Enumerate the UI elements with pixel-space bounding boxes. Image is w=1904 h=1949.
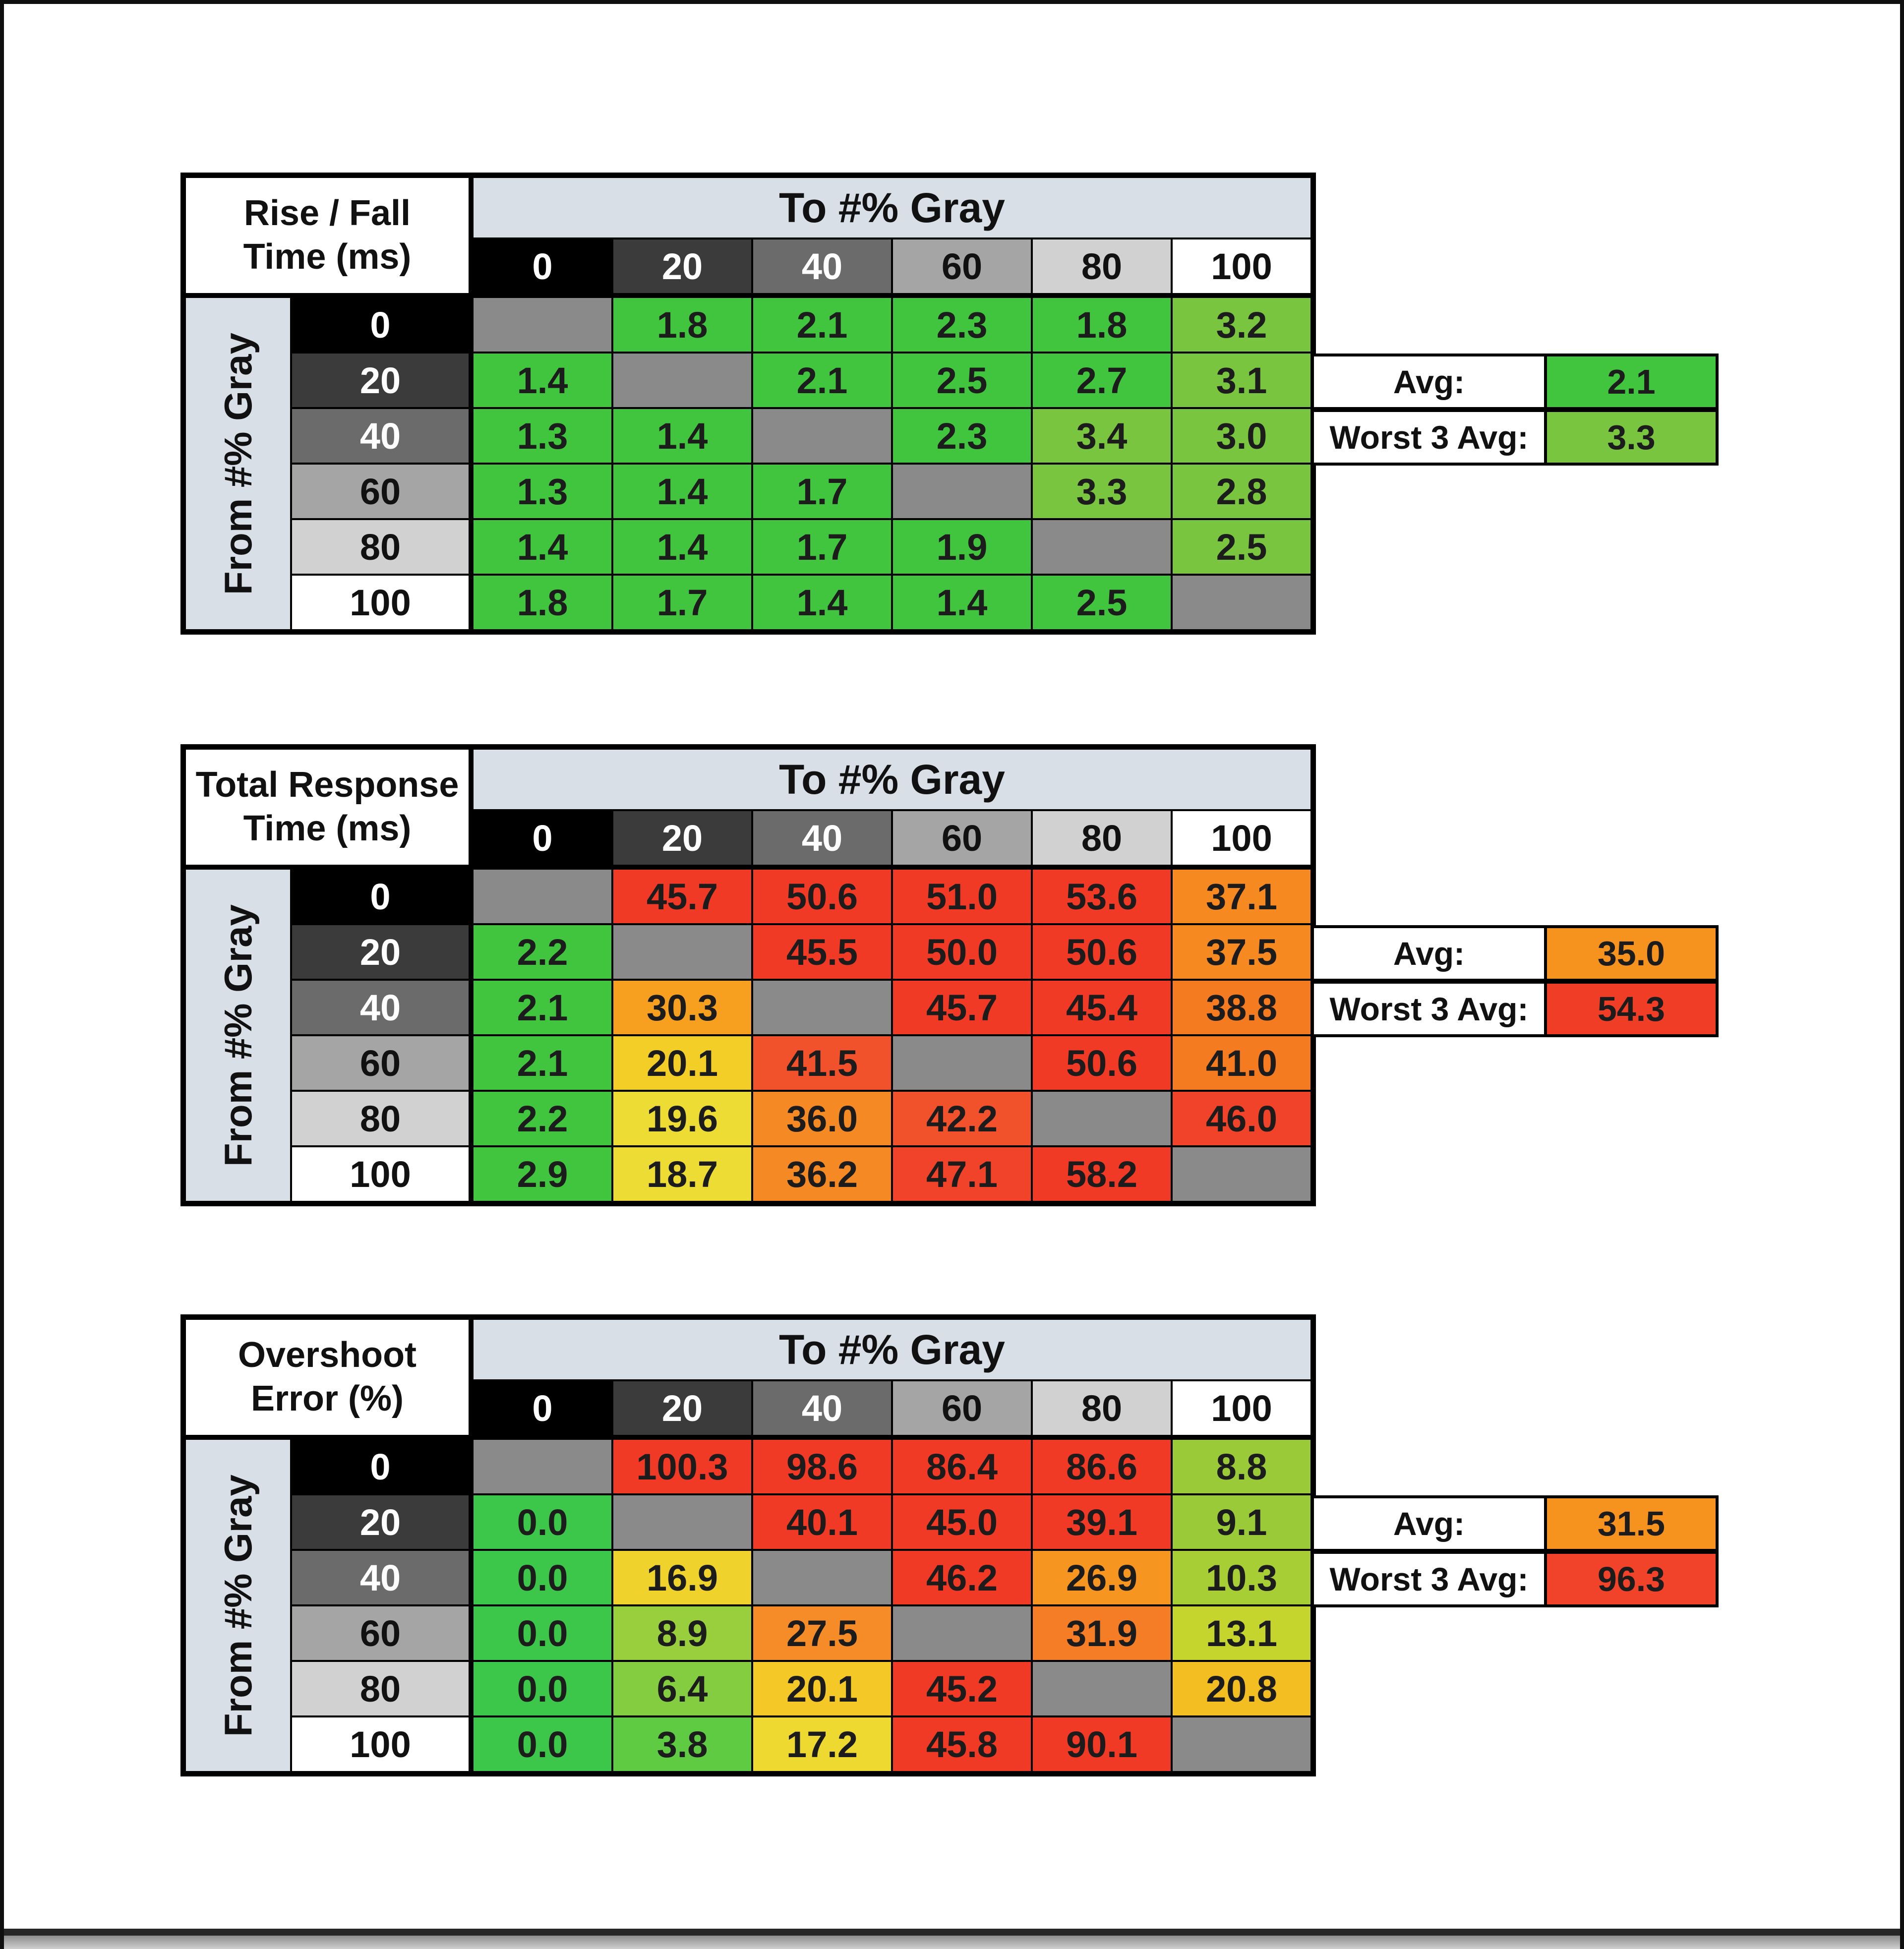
- rise-fall-time-heatmap: [180, 173, 1316, 635]
- overshoot-error-table-section: [180, 1314, 1666, 1776]
- diagonal-cell: [1033, 1662, 1171, 1715]
- row-header-100: 100: [292, 1717, 472, 1771]
- total-response-time-table-section: [180, 744, 1666, 1206]
- overshoot-error-heatmap: [180, 1314, 1316, 1776]
- avg-value: 2.1: [1544, 354, 1719, 410]
- data-cell: 1.8: [1033, 298, 1171, 352]
- col-header-60: 60: [893, 811, 1031, 868]
- from-gray-axis-text: From #% Gray: [216, 904, 260, 1167]
- worst3-avg-value: 54.3: [1544, 981, 1719, 1037]
- data-cell: 1.3: [474, 465, 611, 518]
- row-header-0: 0: [292, 298, 472, 352]
- data-cell: 20.8: [1173, 1662, 1310, 1715]
- data-cell: 2.9: [474, 1147, 611, 1201]
- table-title-line2: Error (%): [250, 1379, 404, 1418]
- data-cell: 6.4: [613, 1662, 751, 1715]
- row-header-80: 80: [292, 1662, 472, 1715]
- bottom-gray-strip: [4, 1936, 1900, 1949]
- data-cell: 20.1: [753, 1662, 891, 1715]
- col-header-40: 40: [753, 811, 891, 868]
- avg-label: Avg:: [1311, 354, 1544, 410]
- data-cell: 45.4: [1033, 981, 1171, 1034]
- data-cell: 39.1: [1033, 1495, 1171, 1549]
- data-cell: 2.2: [474, 1092, 611, 1145]
- row-header-100: 100: [292, 576, 472, 629]
- data-cell: 1.4: [613, 465, 751, 518]
- diagonal-cell: [613, 354, 751, 407]
- diagonal-cell: [893, 465, 1031, 518]
- data-cell: 17.2: [753, 1717, 891, 1771]
- row-header-60: 60: [292, 1606, 472, 1660]
- from-gray-axis-label: [186, 1440, 290, 1771]
- col-header-40: 40: [753, 239, 891, 296]
- table-title-line2: Time (ms): [243, 809, 412, 848]
- data-cell: 47.1: [893, 1147, 1031, 1201]
- data-cell: 58.2: [1033, 1147, 1171, 1201]
- data-cell: 3.2: [1173, 298, 1310, 352]
- data-cell: 3.1: [1173, 354, 1310, 407]
- data-cell: 51.0: [893, 870, 1031, 923]
- data-cell: 42.2: [893, 1092, 1031, 1145]
- data-cell: 2.5: [1033, 576, 1171, 629]
- col-header-0: 0: [474, 239, 611, 296]
- data-cell: 1.4: [613, 409, 751, 463]
- data-cell: 1.3: [474, 409, 611, 463]
- data-cell: 45.7: [893, 981, 1031, 1034]
- data-cell: 41.5: [753, 1036, 891, 1090]
- data-cell: 2.5: [1173, 520, 1310, 574]
- data-cell: 2.2: [474, 925, 611, 979]
- overshoot-worst3-row: [1311, 1551, 1719, 1607]
- diagonal-cell: [893, 1036, 1031, 1090]
- data-cell: 8.9: [613, 1606, 751, 1660]
- col-header-80: 80: [1033, 811, 1171, 868]
- col-header-60: 60: [893, 239, 1031, 296]
- col-header-20: 20: [613, 811, 751, 868]
- data-cell: 45.2: [893, 1662, 1031, 1715]
- data-cell: 27.5: [753, 1606, 891, 1660]
- from-gray-axis-label: [186, 870, 290, 1201]
- total-response-worst3-row: [1311, 981, 1719, 1037]
- worst3-avg-label: Worst 3 Avg:: [1311, 409, 1544, 466]
- diagonal-cell: [474, 870, 611, 923]
- data-cell: 2.3: [893, 298, 1031, 352]
- data-cell: 50.6: [1033, 1036, 1171, 1090]
- table-title: [186, 1320, 472, 1438]
- diagonal-cell: [1173, 576, 1310, 629]
- diagonal-cell: [474, 1440, 611, 1493]
- data-cell: 30.3: [613, 981, 751, 1034]
- from-gray-axis-text: From #% Gray: [216, 1474, 260, 1737]
- row-header-40: 40: [292, 1551, 472, 1604]
- to-gray-axis-label: To #% Gray: [474, 178, 1310, 237]
- row-header-20: 20: [292, 1495, 472, 1549]
- data-cell: 45.5: [753, 925, 891, 979]
- col-header-100: 100: [1173, 811, 1310, 868]
- data-cell: 2.1: [474, 1036, 611, 1090]
- data-cell: 45.8: [893, 1717, 1031, 1771]
- data-cell: 36.2: [753, 1147, 891, 1201]
- col-header-40: 40: [753, 1381, 891, 1438]
- row-header-40: 40: [292, 981, 472, 1034]
- data-cell: 8.8: [1173, 1440, 1310, 1493]
- data-cell: 3.8: [613, 1717, 751, 1771]
- diagonal-cell: [893, 1606, 1031, 1660]
- rise-fall-worst3-row: [1311, 409, 1719, 466]
- worst3-avg-label: Worst 3 Avg:: [1311, 1551, 1544, 1607]
- data-cell: 0.0: [474, 1662, 611, 1715]
- data-cell: 1.8: [474, 576, 611, 629]
- data-cell: 46.0: [1173, 1092, 1310, 1145]
- worst3-avg-value: 3.3: [1544, 409, 1719, 466]
- data-cell: 1.7: [753, 465, 891, 518]
- data-cell: 98.6: [753, 1440, 891, 1493]
- to-gray-axis-label: To #% Gray: [474, 750, 1310, 809]
- row-header-0: 0: [292, 1440, 472, 1493]
- rise-fall-time-table-section: [180, 173, 1656, 635]
- data-cell: 45.0: [893, 1495, 1031, 1549]
- data-cell: 86.6: [1033, 1440, 1171, 1493]
- data-cell: 1.4: [893, 576, 1031, 629]
- data-cell: 18.7: [613, 1147, 751, 1201]
- data-cell: 38.8: [1173, 981, 1310, 1034]
- data-cell: 2.1: [474, 981, 611, 1034]
- data-cell: 10.3: [1173, 1551, 1310, 1604]
- data-cell: 1.4: [613, 520, 751, 574]
- data-cell: 2.8: [1173, 465, 1310, 518]
- data-cell: 1.4: [474, 354, 611, 407]
- col-header-0: 0: [474, 811, 611, 868]
- total-response-time-heatmap: [180, 744, 1316, 1206]
- data-cell: 2.1: [753, 354, 891, 407]
- row-header-80: 80: [292, 1092, 472, 1145]
- diagonal-cell: [613, 925, 751, 979]
- col-header-80: 80: [1033, 239, 1171, 296]
- data-cell: 13.1: [1173, 1606, 1310, 1660]
- data-cell: 53.6: [1033, 870, 1171, 923]
- diagonal-cell: [1033, 520, 1171, 574]
- col-header-20: 20: [613, 239, 751, 296]
- data-cell: 19.6: [613, 1092, 751, 1145]
- col-header-100: 100: [1173, 239, 1310, 296]
- diagonal-cell: [474, 298, 611, 352]
- diagonal-cell: [753, 1551, 891, 1604]
- col-header-60: 60: [893, 1381, 1031, 1438]
- data-cell: 100.3: [613, 1440, 751, 1493]
- data-cell: 36.0: [753, 1092, 891, 1145]
- data-cell: 0.0: [474, 1495, 611, 1549]
- data-cell: 2.7: [1033, 354, 1171, 407]
- data-cell: 2.1: [753, 298, 891, 352]
- data-cell: 0.0: [474, 1606, 611, 1660]
- data-cell: 0.0: [474, 1717, 611, 1771]
- data-cell: 3.3: [1033, 465, 1171, 518]
- data-cell: 41.0: [1173, 1036, 1310, 1090]
- row-header-20: 20: [292, 925, 472, 979]
- table-title-line1: Rise / Fall: [243, 193, 411, 234]
- col-header-20: 20: [613, 1381, 751, 1438]
- worst3-avg-label: Worst 3 Avg:: [1311, 981, 1544, 1037]
- data-cell: 31.9: [1033, 1606, 1171, 1660]
- diagonal-cell: [613, 1495, 751, 1549]
- col-header-0: 0: [474, 1381, 611, 1438]
- data-cell: 90.1: [1033, 1717, 1171, 1771]
- row-header-60: 60: [292, 465, 472, 518]
- data-cell: 1.8: [613, 298, 751, 352]
- table-title-line2: Time (ms): [243, 237, 412, 277]
- table-title: [186, 178, 472, 296]
- to-gray-axis-label: To #% Gray: [474, 1320, 1310, 1379]
- diagonal-cell: [1173, 1147, 1310, 1201]
- data-cell: 1.4: [753, 576, 891, 629]
- table-title: [186, 750, 472, 868]
- data-cell: 2.3: [893, 409, 1031, 463]
- data-cell: 0.0: [474, 1551, 611, 1604]
- data-cell: 40.1: [753, 1495, 891, 1549]
- data-cell: 2.5: [893, 354, 1031, 407]
- row-header-40: 40: [292, 409, 472, 463]
- row-header-0: 0: [292, 870, 472, 923]
- data-cell: 3.4: [1033, 409, 1171, 463]
- diagonal-cell: [753, 409, 891, 463]
- data-cell: 1.9: [893, 520, 1031, 574]
- data-cell: 86.4: [893, 1440, 1031, 1493]
- avg-value: 31.5: [1544, 1495, 1719, 1552]
- bottom-window-edge: [4, 1929, 1900, 1936]
- data-cell: 50.6: [1033, 925, 1171, 979]
- data-cell: 50.6: [753, 870, 891, 923]
- avg-value: 35.0: [1544, 925, 1719, 982]
- data-cell: 26.9: [1033, 1551, 1171, 1604]
- row-header-80: 80: [292, 520, 472, 574]
- data-cell: 1.7: [753, 520, 891, 574]
- overshoot-avg-row: [1311, 1495, 1719, 1552]
- data-cell: 1.4: [474, 520, 611, 574]
- diagonal-cell: [1173, 1717, 1310, 1771]
- total-response-avg-row: [1311, 925, 1719, 982]
- data-cell: 1.7: [613, 576, 751, 629]
- data-cell: 9.1: [1173, 1495, 1310, 1549]
- avg-label: Avg:: [1311, 1495, 1544, 1552]
- from-gray-axis-text: From #% Gray: [216, 332, 260, 595]
- data-cell: 50.0: [893, 925, 1031, 979]
- diagonal-cell: [753, 981, 891, 1034]
- worst3-avg-value: 96.3: [1544, 1551, 1719, 1607]
- diagonal-cell: [1033, 1092, 1171, 1145]
- from-gray-axis-label: [186, 298, 290, 629]
- data-cell: 3.0: [1173, 409, 1310, 463]
- row-header-100: 100: [292, 1147, 472, 1201]
- col-header-80: 80: [1033, 1381, 1171, 1438]
- rise-fall-avg-row: [1311, 354, 1719, 410]
- data-cell: 20.1: [613, 1036, 751, 1090]
- col-header-100: 100: [1173, 1381, 1310, 1438]
- data-cell: 45.7: [613, 870, 751, 923]
- data-cell: 37.1: [1173, 870, 1310, 923]
- avg-label: Avg:: [1311, 925, 1544, 982]
- data-cell: 16.9: [613, 1551, 751, 1604]
- row-header-20: 20: [292, 354, 472, 407]
- table-title-line1: Overshoot: [238, 1335, 417, 1375]
- data-cell: 37.5: [1173, 925, 1310, 979]
- data-cell: 46.2: [893, 1551, 1031, 1604]
- table-title-line1: Total Response: [195, 765, 459, 805]
- row-header-60: 60: [292, 1036, 472, 1090]
